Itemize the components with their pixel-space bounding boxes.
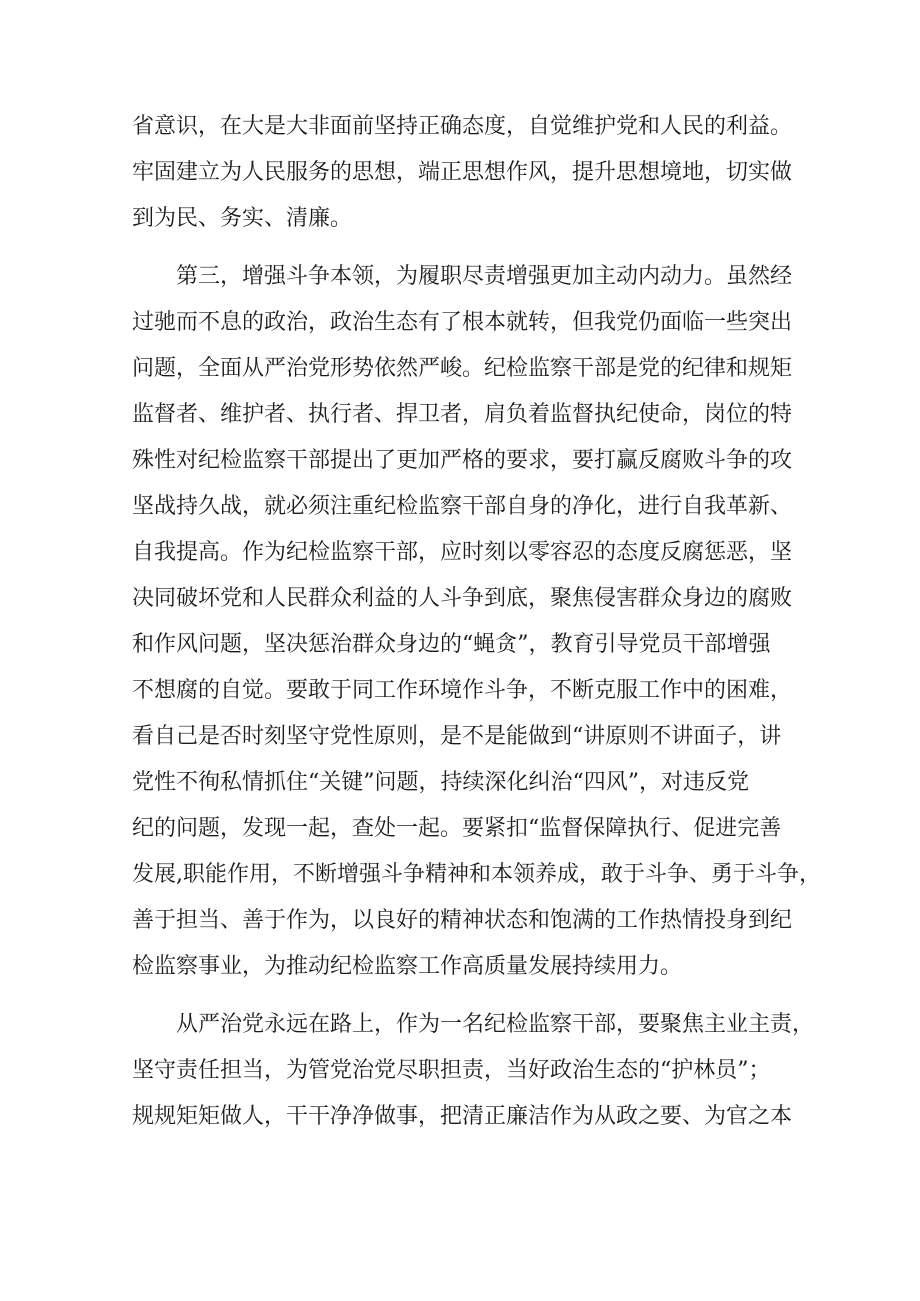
text-line: 到为民、务实、清廉。 (132, 206, 353, 231)
text-line: 坚战持久战，就必须注重纪检监察干部自身的净化，进行自我革新、 (132, 494, 793, 519)
text-line: 不想腐的自觉。要敢于同工作环境作斗争，不断克服工作中的困难， (132, 678, 793, 703)
text-line: 纪的问题，发现一起，查处一起。要紧扣“监督保障执行、促进完善 (132, 816, 782, 841)
text-line: 看自己是否时刻坚守党性原则，是不是能做到“讲原则不讲面子，讲 (132, 724, 782, 749)
text-line: 牢固建立为人民服务的思想，端正思想作风，提升思想境地，切实做 (132, 160, 793, 185)
text-line: 检监察事业，为推动纪检监察工作高质量发展持续用力。 (132, 954, 683, 979)
text-line: 党性不徇私情抓住“关键”问题，持续深化纠治“四风”，对违反党 (132, 770, 749, 795)
paragraph-first-line: 第三，增强斗争本领，为履职尽责增强更加主动内动力。虽然经 (176, 264, 793, 289)
text-line: 规规矩矩做人，干干净净做事，把清正廉洁作为从政之要、为官之本 (132, 1104, 793, 1129)
text-line: 省意识，在大是大非面前坚持正确态度，自觉维护党和人民的利益。 (132, 114, 793, 139)
text-line: 殊性对纪检监察干部提出了更加严格的要求，要打赢反腐败斗争的攻 (132, 448, 793, 473)
text-line: 问题，全面从严治党形势依然严峻。纪检监察干部是党的纪律和规矩 (132, 356, 793, 381)
text-line: 和作风问题，坚决惩治群众身边的“蝇贪”，教育引导党员干部增强 (132, 632, 771, 657)
text-line: 决同破坏党和人民群众利益的人斗争到底，聚焦侵害群众身边的腐败 (132, 586, 793, 611)
text-line: 坚守责任担当，为管党治党尽职担责，当好政治生态的“护林员”； (132, 1058, 771, 1083)
text-line: 自我提高。作为纪检监察干部，应时刻以零容忍的态度反腐惩恶，坚 (132, 540, 793, 565)
paragraph-first-line: 从严治党永远在路上，作为一名纪检监察干部，要聚焦主业主责， (176, 1012, 815, 1037)
text-line: 过驰而不息的政治，政治生态有了根本就转，但我党仍面临一些突出 (132, 310, 793, 335)
text-line: 发展,职能作用，不断增强斗争精神和本领养成，敢于斗争、勇于斗争， (132, 862, 821, 887)
text-line: 善于担当、善于作为，以良好的精神状态和饱满的工作热情投身到纪 (132, 908, 793, 933)
text-line: 监督者、维护者、执行者、捍卫者，肩负着监督执纪使命，岗位的特 (132, 402, 793, 427)
